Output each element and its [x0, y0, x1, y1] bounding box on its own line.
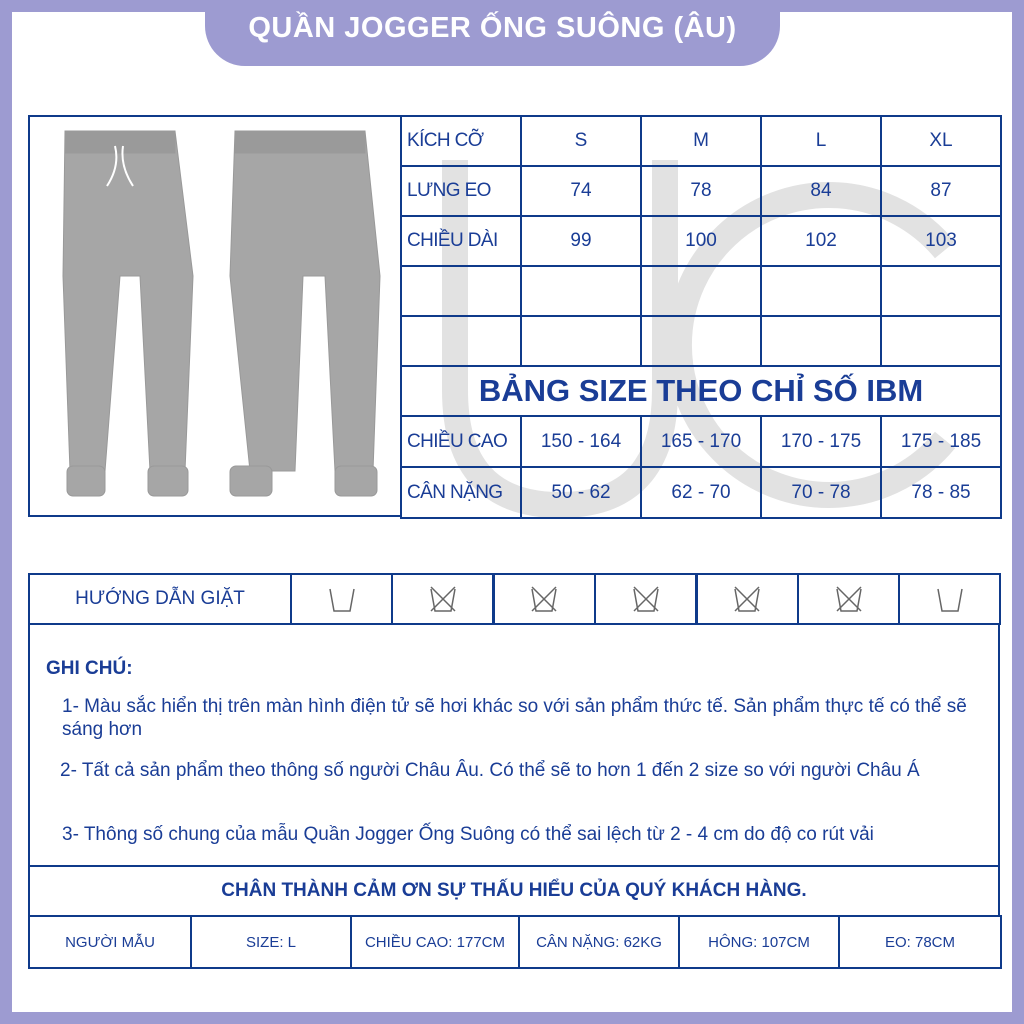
size-cell: 103	[880, 215, 1002, 267]
model-info-cell: SIZE: L	[190, 915, 352, 969]
care-symbol	[594, 573, 697, 625]
ibm-cell: 170 - 175	[760, 415, 882, 468]
care-symbol	[493, 573, 596, 625]
size-cell	[520, 315, 642, 367]
no-tumble-dry-icon	[526, 581, 562, 617]
size-row-label	[400, 315, 522, 367]
low-iron-icon	[729, 581, 765, 617]
note-item: 1- Màu sắc hiển thị trên màn hình điện tử sẽ hơi khác so với sản phẩm thức tế. Sản phẩm thực tế có thể sẽ sáng hơn	[62, 696, 967, 740]
ibm-row-label: CHIỀU CAO	[400, 415, 522, 468]
size-cell: 99	[520, 215, 642, 267]
ibm-cell: 62 - 70	[640, 466, 762, 519]
product-image	[28, 115, 402, 517]
page-title: QUẦN JOGGER ỐNG SUÔNG (ÂU)	[248, 12, 737, 44]
ibm-cell: 150 - 164	[520, 415, 642, 468]
size-cell: 102	[760, 215, 882, 267]
size-cell: 87	[880, 165, 1002, 217]
size-header: M	[640, 115, 762, 167]
no-bleach-icon	[425, 581, 461, 617]
size-header: XL	[880, 115, 1002, 167]
care-symbol	[797, 573, 900, 625]
size-cell	[760, 315, 882, 367]
jogger-pants-image	[45, 126, 385, 506]
ibm-cell: 70 - 78	[760, 466, 882, 519]
ibm-row-label: CÂN NẶNG	[400, 466, 522, 519]
ibm-cell: 78 - 85	[880, 466, 1002, 519]
no-dry-clean-icon	[831, 581, 867, 617]
model-info-cell: CÂN NẶNG: 62KG	[518, 915, 680, 969]
care-label: HƯỚNG DẪN GIẶT	[28, 573, 292, 625]
care-symbol	[898, 573, 1001, 625]
size-row-label: CHIỀU DÀI	[400, 215, 522, 267]
size-cell: 78	[640, 165, 762, 217]
model-info-cell: HÔNG: 107CM	[678, 915, 840, 969]
size-header: S	[520, 115, 642, 167]
size-row-label	[400, 265, 522, 317]
care-symbol	[391, 573, 494, 625]
size-cell: 84	[760, 165, 882, 217]
size-cell	[640, 265, 762, 317]
model-info-cell: EO: 78CM	[838, 915, 1002, 969]
notes-box	[28, 623, 1000, 867]
notes-heading: GHI CHÚ:	[46, 658, 133, 679]
model-info-cell: NGƯỜI MẪU	[28, 915, 192, 969]
thanks-banner: CHÂN THÀNH CẢM ƠN SỰ THẤU HIỂU CỦA QUÝ KHÁCH HÀNG.	[28, 865, 1000, 917]
size-cell: 74	[520, 165, 642, 217]
note-item: 2- Tất cả sản phẩm theo thông số người Châu Âu. Có thể sẽ to hơn 1 đến 2 size so với người Châu Á	[60, 760, 920, 781]
size-row-label: LƯNG EO	[400, 165, 522, 217]
size-cell	[880, 315, 1002, 367]
size-cell	[520, 265, 642, 317]
ibm-cell: 175 - 185	[880, 415, 1002, 468]
size-cell	[880, 265, 1002, 317]
size-header: L	[760, 115, 882, 167]
ibm-title: BẢNG SIZE THEO CHỈ SỐ IBM	[400, 365, 1002, 417]
model-info-cell: CHIỀU CAO: 177CM	[350, 915, 520, 969]
ibm-cell: 165 - 170	[640, 415, 762, 468]
note-item: 3- Thông số chung của mẫu Quần Jogger Ống Suông có thể sai lệch từ 2 - 4 cm do độ co rút vải	[62, 824, 874, 845]
dry-flat-icon	[628, 581, 664, 617]
hand-wash-icon	[932, 581, 968, 617]
ibm-cell: 50 - 62	[520, 466, 642, 519]
wash-30-icon	[324, 581, 360, 617]
size-cell	[760, 265, 882, 317]
size-label-header: KÍCH CỠ	[400, 115, 522, 167]
care-symbol	[290, 573, 393, 625]
size-cell	[640, 315, 762, 367]
size-cell: 100	[640, 215, 762, 267]
care-symbol	[696, 573, 799, 625]
